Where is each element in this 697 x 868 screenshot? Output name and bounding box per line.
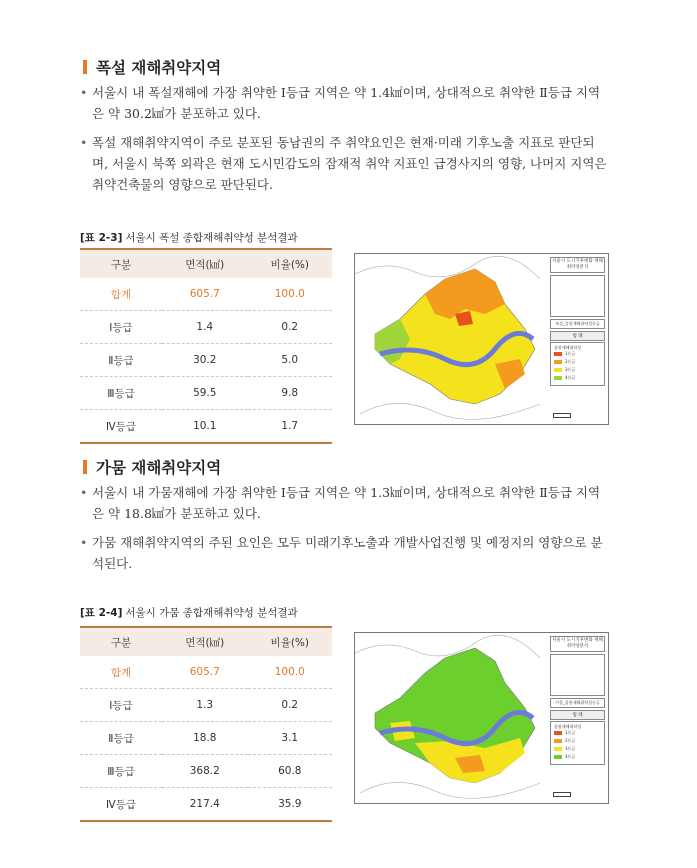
legend-item: 2등급 (554, 738, 601, 744)
table-row: Ⅱ등급 30.2 5.0 (80, 344, 332, 377)
legend-subtitle: 종합재해취약성 (554, 724, 582, 729)
section-title-drought: 가뭄 재해취약지역 (83, 456, 221, 478)
seoul-map-snow (355, 254, 545, 424)
scale-bar (553, 413, 571, 418)
legend-item: 4등급 (554, 754, 601, 760)
bullet-list-snow (80, 82, 610, 203)
legend-item: 3등급 (554, 367, 601, 373)
table-row: Ⅳ등급 10.1 1.7 (80, 410, 332, 444)
table-row: Ⅲ등급 368.2 60.8 (80, 755, 332, 788)
table-row: 합계 605.7 100.0 (80, 656, 332, 689)
legend-subtitle: 종합재해취약성 (554, 345, 582, 350)
table-header-row: 구분 면적(㎢) 비율(%) (80, 627, 332, 656)
map-title: 서울시 도시기후변화 재해취약성분석 (550, 257, 605, 273)
seoul-map-drought (355, 633, 545, 803)
bullet-list-drought (80, 482, 610, 582)
title-bar (83, 60, 87, 74)
legend-item: 1등급 (554, 730, 601, 736)
table-row: Ⅳ등급 217.4 35.9 (80, 788, 332, 822)
map-layer-name: 폭설_종합재해취약성등급 (550, 319, 605, 329)
scale-bar (553, 792, 571, 797)
bullet-item: • 서울시 내 폭설재해에 가장 취약한 Ⅰ등급 지역은 약 1.4㎢이며, 상대적으로 취약한 Ⅱ등급 지역은 약 30.2㎢가 분포하고 있다. (80, 85, 601, 121)
snow-vulnerability-map (354, 253, 609, 425)
map-inset (550, 654, 605, 696)
bullet-item: • 폭설 재해취약지역이 주로 분포된 동남권의 주 취약요인은 현재·미래 기후노출 지표로 판단되며, 서울시 북쪽 외곽은 현재 도시민감도의 잠재적 취약 지표인 급경사지의 영향, 나머지 지역은 취약건축물의 영향으로 판단된다. (80, 135, 607, 192)
bullet-item: • 가뭄 재해취약지역의 주된 요인은 모두 미래기후노출과 개발사업진행 및 예정지의 영향으로 분석된다. (80, 535, 603, 571)
map-legend-panel (550, 636, 605, 800)
result-table-drought (80, 626, 332, 822)
section-title-snow: 폭설 재해취약지역 (83, 56, 221, 78)
map-inset (550, 275, 605, 317)
drought-vulnerability-map (354, 632, 609, 804)
legend-item: 2등급 (554, 359, 601, 365)
legend-heading: 범 례 (550, 331, 605, 341)
map-title: 서울시 도시기후변화 재해취약성분석 (550, 636, 605, 652)
legend-heading: 범 례 (550, 710, 605, 720)
legend-item: 4등급 (554, 375, 601, 381)
result-table-snow (80, 248, 332, 444)
map-legend-panel (550, 257, 605, 421)
table-row: Ⅰ등급 1.4 0.2 (80, 311, 332, 344)
table-row: Ⅱ등급 18.8 3.1 (80, 722, 332, 755)
title-bar (83, 460, 87, 474)
table-caption-drought: [표 2-4] 서울시 가뭄 종합재해취약성 분석결과 (80, 607, 298, 619)
table-row: Ⅲ등급 59.5 9.8 (80, 377, 332, 410)
table-header-row: 구분 면적(㎢) 비율(%) (80, 249, 332, 278)
table-row: Ⅰ등급 1.3 0.2 (80, 689, 332, 722)
legend-item: 1등급 (554, 351, 601, 357)
table-row: 합계 605.7 100.0 (80, 278, 332, 311)
table-caption-snow: [표 2-3] 서울시 폭설 종합재해취약성 분석결과 (80, 232, 298, 244)
map-layer-name: 가뭄_종합재해취약성등급 (550, 698, 605, 708)
legend-items (550, 342, 605, 386)
legend-items (550, 721, 605, 765)
legend-item: 3등급 (554, 746, 601, 752)
bullet-item: • 서울시 내 가뭄재해에 가장 취약한 Ⅰ등급 지역은 약 1.3㎢이며, 상대적으로 취약한 Ⅱ등급 지역은 약 18.8㎢가 분포하고 있다. (80, 485, 601, 521)
